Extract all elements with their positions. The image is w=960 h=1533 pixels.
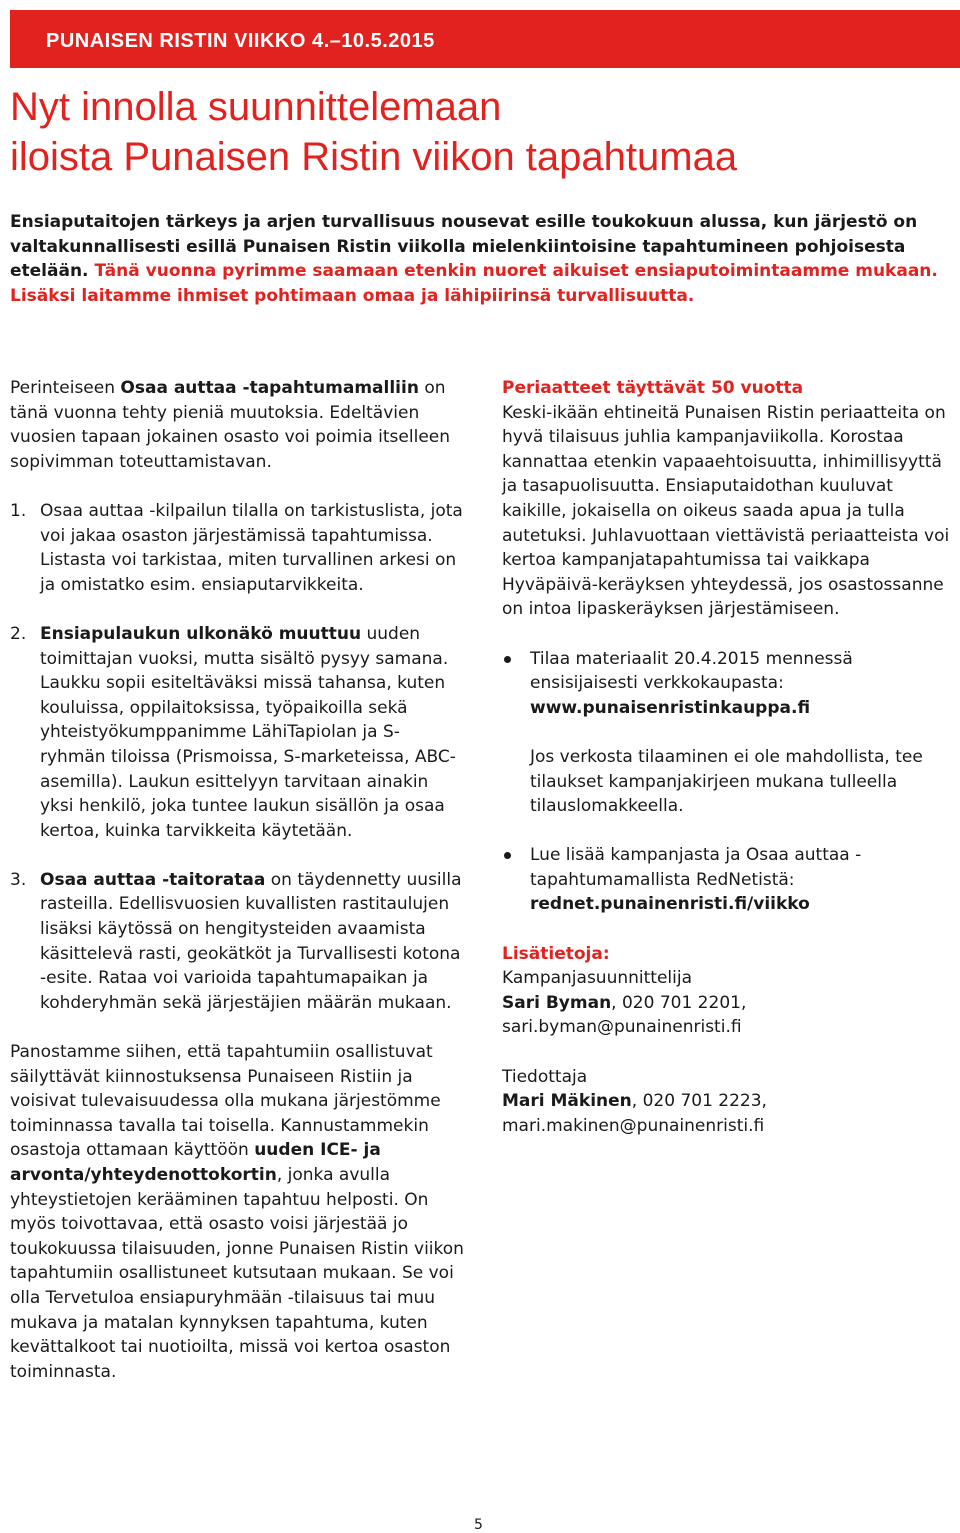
- list-item-text: on täydennetty uusilla rasteilla. Edellisvuosien kuvallisten rastitaulujen lisäksi käytössä on hengitysteiden avaamista käsittelevä rasti, geokätköt ja Turvallisesti kotona -esite. Rataa voi varioida tapahtumapaikan ja kohderyhmän sekä järjestäjien määrän mukaan.: [40, 869, 462, 1013]
- list-item-1: [10, 499, 465, 597]
- contact-name: Mari Mäkinen: [502, 1091, 632, 1112]
- more-info-heading: Lisätietoja:: [502, 943, 610, 964]
- left-column: [10, 376, 465, 1384]
- principles-paragraph: Keski-ikään ehtineitä Punaisen Ristin periaatteita on hyvä tilaisuus juhlia kampanjaviikolla. Korostaa kannattaa etenkin vapaaehtoisuutta, inhimillisyyttä ja tasapuolisuutta. Ensiaputaidothan kuuluvat kaikille, jokaisella on oikeus saada apua ja tulla autetuksi. Juhlavuottaan viettävistä periaatteista voi kertoa kampanjatapahtumissa tai vaikkapa Hyväpäivä-keräyksen yhteydessä, jos osastossanne on intoa lipaskeräyksen järjestämiseen.: [502, 402, 950, 620]
- contact-email[interactable]: sari.byman@punainenristi.fi: [502, 1017, 742, 1038]
- list-item-text: uuden toimittajan vuoksi, mutta sisältö pysyy samana. Laukku sopii esiteltäväksi missä tahansa, kuten kouluissa, oppilaitoksissa, työpaikoilla sekä yhteistyökumppanimme LähiTapiolan ja S-ryhmän tiloissa (Prismoissa, S-marketeissa, ABC-asemilla). Laukun esittelyyn tarvitaan ainakin yksi henkilö, joka tuntee laukun sisällön ja osaa kertoa, kuinka tarvikkeita käytetään.: [40, 623, 456, 841]
- contact-name: Sari Byman: [502, 992, 612, 1013]
- closing-paragraph: [10, 1040, 465, 1384]
- banner-title: PUNAISEN RISTIN VIIKKO 4.–10.5.2015: [46, 30, 435, 52]
- page-number: 5: [474, 1517, 483, 1533]
- lead-text: Ensiaputaitojen tärkeys ja arjen turvallisuus nousevat esille toukokuun alussa, kun järjestö on valtakunnallisesti esillä Punaisen Ristin viikolla mielenkiintoisine tapahtumineen pohjoisesta etelään.: [10, 212, 918, 282]
- bullet-read-more: [502, 843, 958, 917]
- shop-link[interactable]: www.punaisenristinkauppa.fi: [530, 697, 811, 718]
- list-number: 1.: [10, 500, 27, 521]
- bullet-icon: [504, 852, 511, 859]
- contact-phone: , 020 701 2201,: [611, 992, 747, 1013]
- bullet-text: Lue lisää kampanjasta ja Osaa auttaa -tapahtumamallista RedNetistä:: [530, 845, 862, 890]
- list-item-emphasis: Ensiapulaukun ulkonäkö muuttuu: [40, 623, 362, 644]
- closing-text: Panostamme siihen, että tapahtumiin osallistuvat säilyttävät kiinnostuksensa Punaiseen Ristiin ja voisivat tulevaisuudessa olla mukana järjestömme toiminnassa tavalla tai toisella. Kannustammekin osastoja ottamaan käyttöön: [10, 1042, 441, 1161]
- principles-heading: Periaatteet täyttävät 50 vuotta: [502, 378, 804, 398]
- contact-phone: , 020 701 2223,: [631, 1091, 767, 1112]
- title-line-2: iloista Punaisen Ristin viikon tapahtumaa: [10, 135, 738, 179]
- bullet-order-materials: [502, 647, 958, 721]
- list-number: 2.: [10, 623, 27, 644]
- lead-text-highlight: Tänä vuonna pyrimme saamaan etenkin nuoret aikuiset ensiaputoimintaamme mukaan. Lisäksi laitamme ihmiset pohtimaan omaa ja lähipiirinsä turvallisuutta.: [10, 261, 938, 306]
- closing-emphasis: uuden ICE- ja arvonta/yhteydenottokortin: [10, 1140, 381, 1185]
- right-column: [502, 376, 958, 1138]
- bullet-text: Tilaa materiaalit 20.4.2015 mennessä ensisijaisesti verkkokaupasta:: [530, 648, 853, 694]
- intro-paragraph: [10, 376, 465, 474]
- intro-emphasis: Osaa auttaa -tapahtumamalliin: [120, 378, 419, 398]
- list-number: 3.: [10, 869, 27, 890]
- bullet-icon: [504, 656, 511, 663]
- lead-paragraph: [10, 210, 950, 308]
- list-item-3: [10, 868, 465, 1016]
- contact-press-officer: [502, 1065, 958, 1139]
- intro-text-cont: on tänä vuonna tehty pieniä muutoksia. Edeltävien vuosien tapaan jokainen osasto voi poimia itselleen sopivimman toteuttamistavan.: [10, 378, 451, 472]
- closing-text-cont: , jonka avulla yhteystietojen kerääminen tapahtuu helposti. On myös toivottavaa, että osasto voisi järjestää jo toukokuussa tilaisuuden, jonne Punaisen Ristin viikon tapahtumiin osallistuneet kutsutaan mukaan. Se voi olla Tervetuloa ensiapuryhmään -tilaisuus tai muu mukava ja matalan kynnyksen tapahtuma, kuten kevättalkoot tai nuotioilta, missä voi kertoa osaston toiminnasta.: [10, 1165, 464, 1382]
- rednet-link[interactable]: rednet.punainenristi.fi/viikko: [530, 894, 810, 915]
- list-item-emphasis: Osaa auttaa -taitorataa: [40, 869, 266, 890]
- contact-role: Kampanjasuunnittelija: [502, 968, 693, 989]
- header-banner: [10, 10, 960, 68]
- intro-text: Perinteiseen: [10, 378, 121, 398]
- contact-email[interactable]: mari.makinen@punainenristi.fi: [502, 1115, 765, 1136]
- contact-campaign-planner: [502, 966, 958, 1040]
- order-note: Jos verkosta tilaaminen ei ole mahdollista, tee tilaukset kampanjakirjeen mukana tulleella tilauslomakkeella.: [530, 746, 923, 817]
- list-item-text: Osaa auttaa -kilpailun tilalla on tarkistuslista, jota voi jakaa osaston järjestämissä tapahtumissa. Listasta voi tarkistaa, miten turvallinen arkesi on ja omistatko esim. ensiaputarvikkeita.: [40, 500, 463, 595]
- list-item-2: [10, 622, 465, 843]
- contact-role: Tiedottaja: [502, 1066, 588, 1087]
- page-title: [10, 82, 950, 182]
- title-line-1: Nyt innolla suunnittelemaan: [10, 85, 502, 129]
